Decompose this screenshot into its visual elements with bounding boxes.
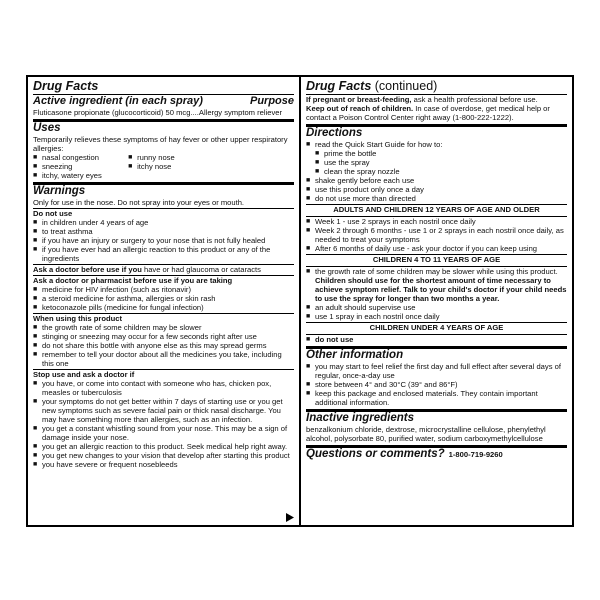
list-item: ■ prime the bottle [315, 149, 567, 158]
continue-arrow-icon [286, 513, 294, 522]
warnings-title: Warnings [33, 185, 86, 197]
questions-phone: 1-800-719-9260 [448, 450, 503, 459]
keep-out-bold: Keep out of reach of children. [306, 104, 414, 113]
children-heading: CHILDREN 4 TO 11 YEARS OF AGE [372, 255, 501, 264]
list-item: ■ ketoconazole pills (medicine for fungal infection) [33, 303, 294, 312]
list-item: ■ the growth rate of some children may be slower [33, 323, 294, 332]
other-info-list [306, 362, 567, 407]
pregnancy-warning [306, 95, 567, 104]
list-item: ■ you may start to feel relief the first day and full effect after several days of regular, once-a-day use [306, 362, 567, 380]
questions-title: Questions or comments? [306, 448, 445, 460]
active-ingredient-line: Fluticasone propionate (glucocorticoid) 50 mcg....Allergy symptom reliever [33, 108, 283, 117]
list-item: ■ an adult should supervise use [306, 303, 567, 312]
list-item: ■ you get a constant whistling sound from your nose. This may be a sign of damage inside your nose. [33, 424, 294, 442]
drug-facts-panel [26, 75, 574, 527]
list-item: ■ do not use more than directed [306, 194, 567, 203]
purpose-title: Purpose [249, 95, 294, 107]
symptom-list [33, 153, 294, 180]
list-item: ■ clean the spray nozzle [315, 167, 567, 176]
children-list [306, 267, 567, 321]
ask-pharmacist-list [33, 285, 294, 312]
stop-use-title: Stop use and ask a doctor if [33, 370, 135, 379]
keep-out-rest: In case of overdose, get medical help or contact a Poison Control Center right away (1-800-222-1222). [306, 104, 550, 122]
active-ingredient-header [33, 95, 294, 108]
drug-facts-title: Drug Facts [306, 79, 372, 93]
when-using-title: When using this product [33, 314, 123, 323]
when-using-list [33, 323, 294, 368]
directions-list [306, 140, 567, 149]
warnings-intro: Only for use in the nose. Do not spray into your eyes or mouth. [33, 198, 245, 207]
ask-doctor-line [33, 265, 294, 274]
list-item: ■ use 1 spray in each nostril once daily [306, 312, 567, 321]
active-ingredient-title: Active ingredient (in each spray) [33, 95, 203, 107]
children-growth-text: the growth rate of some children may be slower while using this product. [315, 267, 558, 276]
uses-intro: Temporarily relieves these symptoms of hay fever or other upper respiratory allergies: [33, 135, 288, 153]
ask-pharmacist-title: Ask a doctor or pharmacist before use if you are taking [33, 276, 233, 285]
list-item: ■ to treat asthma [33, 227, 294, 236]
children-bold-text: Children should use for the shortest amount of time necessary to achieve symptom relief. Talk to your child's doctor if your child needs to use the spray for longer than two months a year. [315, 276, 567, 303]
list-item: ■ nasal congestion [33, 153, 128, 162]
ask-doctor-bold: Ask a doctor before use if you [33, 265, 142, 274]
list-item: ■ keep this package and enclosed materials. They contain important additional information. [306, 389, 567, 407]
list-item: ■ itchy, watery eyes [33, 171, 199, 180]
list-item: ■ shake gently before each use [306, 176, 567, 185]
inactive-ingredients-text: benzalkonium chloride, dextrose, microcrystalline cellulose, phenylethyl alcohol, polysorbate 80, purified water, sodium carboxymethylcellulose [306, 425, 546, 443]
inactive-ingredients-title: Inactive ingredients [306, 412, 415, 424]
stop-use-list [33, 379, 294, 469]
list-item: ■ remember to tell your doctor about all the medicines you take, including this one [33, 350, 294, 368]
pregnancy-bold: If pregnant or breast-feeding, [306, 95, 412, 104]
list-item: ■ you have, or come into contact with someone who has, chicken pox, measles or tuberculosis [33, 379, 294, 397]
list-item: ■ Week 2 through 6 months - use 1 or 2 sprays in each nostril once daily, as needed to treat your symptoms [306, 226, 567, 244]
list-item: ■ itchy nose [128, 162, 223, 171]
pregnancy-rest: ask a health professional before use. [411, 95, 538, 104]
list-item: ■ you have severe or frequent nosebleeds [33, 460, 294, 469]
keep-out-warning [306, 104, 567, 122]
list-item: ■ if you have an injury or surgery to your nose that is not fully healed [33, 236, 294, 245]
list-item: ■ use this product only once a day [306, 185, 567, 194]
directions-sub-list [315, 149, 567, 176]
list-item: ■ store between 4° and 30°C (39° and 86°F) [306, 380, 567, 389]
list-item: ■ medicine for HIV infection (such as ritonavir) [33, 285, 294, 294]
list-item: ■ do not share this bottle with anyone else as this may spread germs [33, 341, 294, 350]
uses-title: Uses [33, 122, 61, 134]
left-column [28, 77, 301, 525]
directions-title: Directions [306, 127, 363, 139]
adults-list [306, 217, 567, 253]
list-item: ■ a steroid medicine for asthma, allergies or skin rash [33, 294, 294, 303]
list-item: ■ sneezing [33, 162, 128, 171]
under4-list [306, 335, 567, 344]
adults-heading: ADULTS AND CHILDREN 12 YEARS OF AGE AND OLDER [333, 205, 540, 214]
ask-doctor-rest: have or had glaucoma or cataracts [141, 265, 261, 274]
right-column [301, 77, 572, 525]
questions-row [306, 448, 567, 461]
list-item: ■ stinging or sneezing may occur for a few seconds right after use [33, 332, 294, 341]
list-item: ■ read the Quick Start Guide for how to: [306, 140, 567, 149]
list-item: ■ Week 1 - use 2 sprays in each nostril once daily [306, 217, 567, 226]
under4-heading: CHILDREN UNDER 4 YEARS OF AGE [369, 323, 504, 332]
other-info-title: Other information [306, 349, 404, 361]
list-item: ■ if you have ever had an allergic reaction to this product or any of the ingredients [33, 245, 294, 263]
list-item: ■ After 6 months of daily use - ask your doctor if you can keep using [306, 244, 567, 253]
directions-list-rest [306, 176, 567, 203]
list-item: ■ do not use [306, 335, 567, 344]
drug-facts-continued-title [306, 79, 567, 93]
list-item: ■ in children under 4 years of age [33, 218, 294, 227]
list-item: ■ your symptoms do not get better within 7 days of starting use or you get new symptoms such as severe facial pain or thick nasal discharge. You may have something more than allergies, such as an infection. [33, 397, 294, 424]
drug-facts-title: Drug Facts [33, 79, 99, 93]
list-item: ■ runny nose [128, 153, 223, 162]
do-not-use-title: Do not use [33, 209, 73, 218]
list-item: ■ you get an allergic reaction to this product. Seek medical help right away. [33, 442, 294, 451]
do-not-use-list [33, 218, 294, 263]
list-item: ■ use the spray [315, 158, 567, 167]
continued-label: (continued) [371, 79, 438, 93]
list-item: ■ you get new changes to your vision that develop after starting this product [33, 451, 294, 460]
list-item [306, 267, 567, 303]
